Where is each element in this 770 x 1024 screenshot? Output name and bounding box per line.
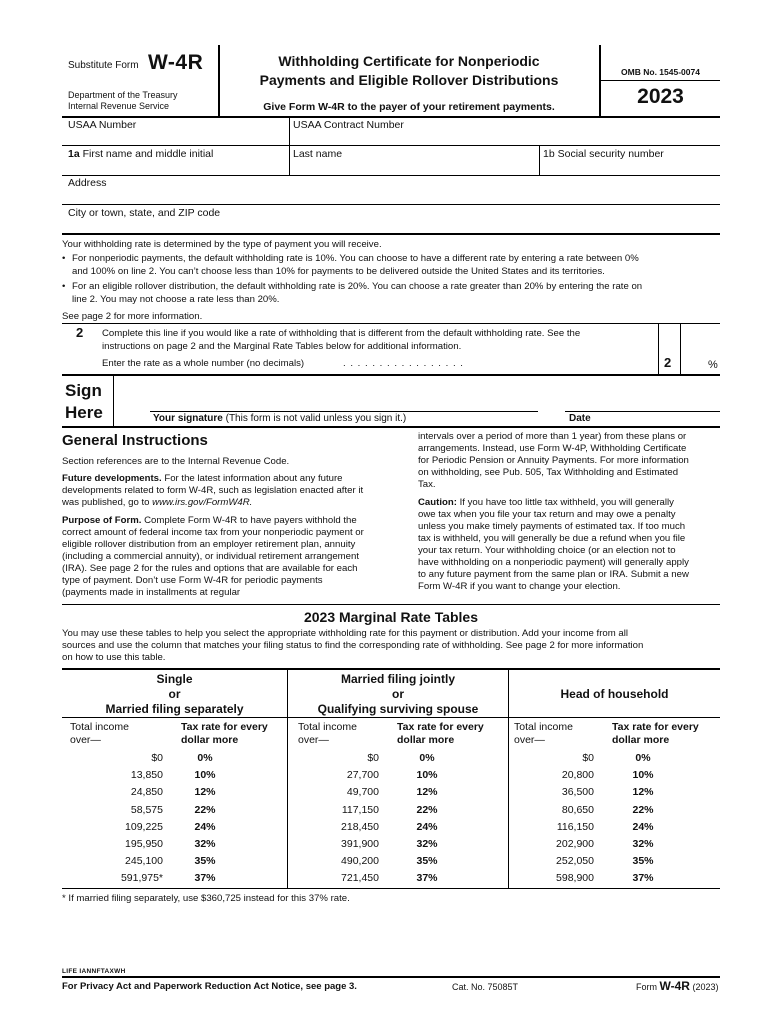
hoh-rate-cell: 22% [632, 803, 654, 816]
single-header-2: or [168, 687, 181, 701]
catalog-number: Cat. No. 75085T [452, 982, 519, 992]
joint-rate-cell: 37% [416, 872, 438, 885]
joint-income-cell: 27,700 [346, 769, 379, 782]
hoh-rate-cell: 0% [635, 752, 651, 764]
line2-text-c: Enter the rate as a whole number (no decimals) [102, 358, 305, 369]
line2-number: 2 [76, 325, 84, 340]
hoh-rate-cell: 32% [632, 838, 654, 850]
tables-intro-2: sources and use the column that matches your filing status to find the corresponding rate of withholding. See page 2 for more information [62, 640, 644, 651]
omb-number: OMB No. 1545-0074 [621, 67, 700, 77]
substitute-form-label: Substitute Form [68, 60, 139, 71]
single-header-3: Married filing separately [105, 702, 244, 716]
future-developments-line3: was published, go to www.irs.gov/FormW4R. [62, 497, 253, 508]
purpose-line6: type of payment. Don’t use Form W-4R for periodic payments [62, 575, 323, 586]
joint-header-1: Married filing jointly [340, 672, 455, 686]
date-label: Date [569, 413, 591, 424]
purpose-line3: eligible rollover distribution from an employer retirement plan, annuity [62, 539, 356, 550]
caution-line1: Caution: If you have too little tax withheld, you will generally [418, 497, 674, 508]
form-footer-id: Form W-4R (2023) [636, 979, 719, 993]
line2-dots: . . . . . . . . . . . . . . . . . [343, 358, 464, 369]
tables-intro-3: on how to use this table. [62, 652, 166, 663]
right-col-line1: intervals over a period of more than 1 year) from these plans or [418, 431, 687, 442]
line2-text-b: instructions on page 2 and the Marginal Rate Tables below for additional information. [102, 341, 462, 352]
bullet1-line-a: For nonperiodic payments, the default withholding rate is 10%. You can choose to have a different rate by entering a rate between 0% [72, 253, 639, 264]
caution-line5: your tax return. Your withholding choice (or an election not to [418, 545, 676, 556]
hoh-income-cell: 252,050 [556, 855, 594, 868]
joint-rate-cell: 10% [416, 769, 438, 782]
right-col-line4: on withholding, see Pub. 505, Tax Withholding and Estimated [418, 467, 679, 478]
form-title-line1: Withholding Certificate for Nonperiodic [278, 53, 540, 69]
hoh-rate-cell: 35% [632, 855, 654, 868]
purpose-line2: correct amount of federal income tax from your nonperiodic payment or [62, 527, 364, 538]
hoh-income-cell: 80,650 [561, 803, 594, 816]
joint-income-cell: 117,150 [341, 803, 379, 816]
joint-income-cell: 218,450 [341, 820, 379, 833]
single-rate-cell: 12% [194, 786, 216, 799]
hoh-income-cell: 20,800 [561, 769, 594, 782]
joint-header-2: or [392, 687, 404, 701]
hoh-rate-cell: 24% [632, 820, 654, 833]
usaa-number-label: USAA Number [68, 119, 137, 131]
section-references: Section references are to the Internal Revenue Code. [62, 456, 290, 467]
hoh-income-cell: 116,150 [556, 820, 594, 833]
intro-line: Your withholding rate is determined by the type of payment you will receive. [62, 239, 382, 250]
hoh-income-cell: 202,900 [556, 838, 594, 850]
hoh-income-cell: 36,500 [561, 786, 594, 799]
hoh-income-cell: $0 [582, 752, 594, 764]
hoh-rate-cell: 12% [632, 786, 654, 799]
caution-line7: to any future payment from the same plan or IRA. Submit a new [418, 569, 689, 580]
purpose-line5: (IRA). See page 2 for the rules and options that are available for each [62, 563, 358, 574]
single-rate-cell: 24% [194, 820, 216, 833]
single-rate-cell: 32% [194, 838, 216, 850]
joint-income-cell: 391,900 [341, 838, 379, 850]
single-header-1: Single [156, 672, 193, 686]
joint-income-cell: 721,450 [341, 872, 379, 885]
last-name-field[interactable]: Last name [293, 148, 343, 160]
single-rate-cell: 35% [194, 855, 216, 868]
tables-intro-1: You may use these tables to help you select the appropriate withholding rate for this payment or distribution. Add your income from all [62, 628, 628, 639]
single-income-cell: 13,850 [130, 769, 163, 782]
department-label: Department of the Treasury [68, 90, 178, 100]
single-rate-cell: 10% [194, 769, 216, 782]
bullet-icon: • [62, 281, 66, 292]
joint-rate-cell: 24% [416, 820, 438, 833]
form-title-line2: Payments and Eligible Rollover Distributions [259, 72, 559, 88]
single-rate-cell: 0% [197, 752, 213, 764]
irs-label: Internal Revenue Service [68, 101, 170, 111]
signature-label: Your signature (This form is not valid unless you sign it.) [153, 413, 407, 424]
purpose-line7: (payments made in installments at regular [62, 587, 241, 598]
form-name: W-4R [148, 51, 204, 74]
hoh-rate-cell: 37% [632, 872, 654, 885]
single-income-cell: 245,100 [125, 855, 163, 868]
joint-rate-cell: 22% [416, 803, 438, 816]
bullet-icon: • [62, 253, 66, 264]
line2-text-a: Complete this line if you would like a rate of withholding that is different from the default withholding rate. See the [102, 328, 581, 339]
joint-rate-cell: 12% [416, 786, 438, 799]
bullet2-line-a: For an eligible rollover distribution, the default withholding rate is 20%. You can choose a rate greater than 20% by entering the rate on [72, 281, 643, 292]
joint-income-cell: 49,700 [346, 786, 379, 799]
hoh-rate-cell: 10% [632, 769, 654, 782]
single-income-cell: 109,225 [125, 820, 163, 833]
caution-line2: owe tax when you file your tax return and may owe a penalty [418, 509, 676, 520]
future-developments-line1: Future developments. For the latest information about any future [62, 473, 343, 484]
purpose-line1: Purpose of Form. Complete Form W-4R to have payers withhold the [62, 515, 357, 526]
bullet2-line-b: line 2. You may not choose a rate less than 20%. [72, 294, 280, 305]
hoh-income-cell: 598,900 [556, 872, 594, 885]
future-developments-line2: developments related to form W-4R, such as legislation enacted after it [62, 485, 364, 496]
purpose-line4: (including a commercial annuity), or individual retirement arrangement [62, 551, 360, 562]
caution-line3: unless you make timely payments of estimated tax. If too much [418, 521, 686, 532]
joint-income-cell: 490,200 [341, 855, 379, 868]
signature-input[interactable] [150, 388, 538, 410]
see-page-note: See page 2 for more information. [62, 311, 203, 322]
form-code: LIFE IANNFTAXWH [62, 968, 126, 975]
joint-rate-cell: 32% [416, 838, 438, 850]
single-income-cell: 195,950 [125, 838, 163, 850]
joint-rate-cell: 35% [416, 855, 438, 868]
ssn-field[interactable]: 1b Social security number [543, 148, 664, 160]
form-subtitle: Give Form W-4R to the payer of your retirement payments. [263, 101, 555, 113]
tax-year: 2023 [637, 85, 684, 108]
joint-income-cell: $0 [367, 752, 379, 764]
right-col-line5: Tax. [418, 479, 436, 490]
single-income-cell: 24,850 [130, 786, 163, 799]
caution-line8: Form W-4R if you want to change your election. [418, 581, 621, 592]
bullet1-line-b: and 100% on line 2. You can’t choose less than 10% for payments to be delivered outside the United States and its territories. [72, 266, 605, 277]
single-income-cell: 591,975* [120, 872, 163, 885]
address-field[interactable]: Address [68, 177, 107, 189]
single-income-cell: 58,575 [130, 803, 163, 816]
date-input[interactable] [565, 388, 720, 410]
single-rate-cell: 37% [194, 872, 216, 885]
privacy-notice: For Privacy Act and Paperwork Reduction Act Notice, see page 3. [62, 981, 357, 992]
single-rate-cell: 22% [194, 803, 216, 816]
joint-rate-cell: 0% [419, 752, 435, 764]
first-name-field[interactable]: 1a First name and middle initial [68, 148, 214, 160]
tables-heading: 2023 Marginal Rate Tables [303, 609, 479, 625]
city-field[interactable]: City or town, state, and ZIP code [68, 207, 221, 219]
line2-box-number: 2 [664, 355, 672, 370]
single-income-cell: $0 [151, 752, 163, 764]
right-col-line3: for Periodic Pension or Annuity Payments. For more information [418, 455, 689, 466]
percent-sign: % [708, 359, 718, 371]
table-footnote: * If married filing separately, use $360,725 instead for this 37% rate. [62, 893, 350, 904]
usaa-contract-label: USAA Contract Number [293, 119, 404, 131]
general-instructions-heading: General Instructions [62, 432, 208, 449]
irs-url-link[interactable]: www.irs.gov/FormW4R. [152, 497, 253, 508]
caution-line4: tax is withheld, you will generally be due a refund when you file [418, 533, 686, 544]
right-col-line2: arrangements. Instead, use Form W-4P, Withholding Certificate [418, 443, 687, 454]
here-label: Here [65, 403, 103, 422]
caution-line6: have withholding on a nonperiodic payment) will generally apply [418, 557, 689, 568]
hoh-header: Head of household [560, 687, 669, 701]
joint-header-3: Qualifying surviving spouse [317, 702, 479, 716]
sign-label: Sign [65, 381, 102, 400]
